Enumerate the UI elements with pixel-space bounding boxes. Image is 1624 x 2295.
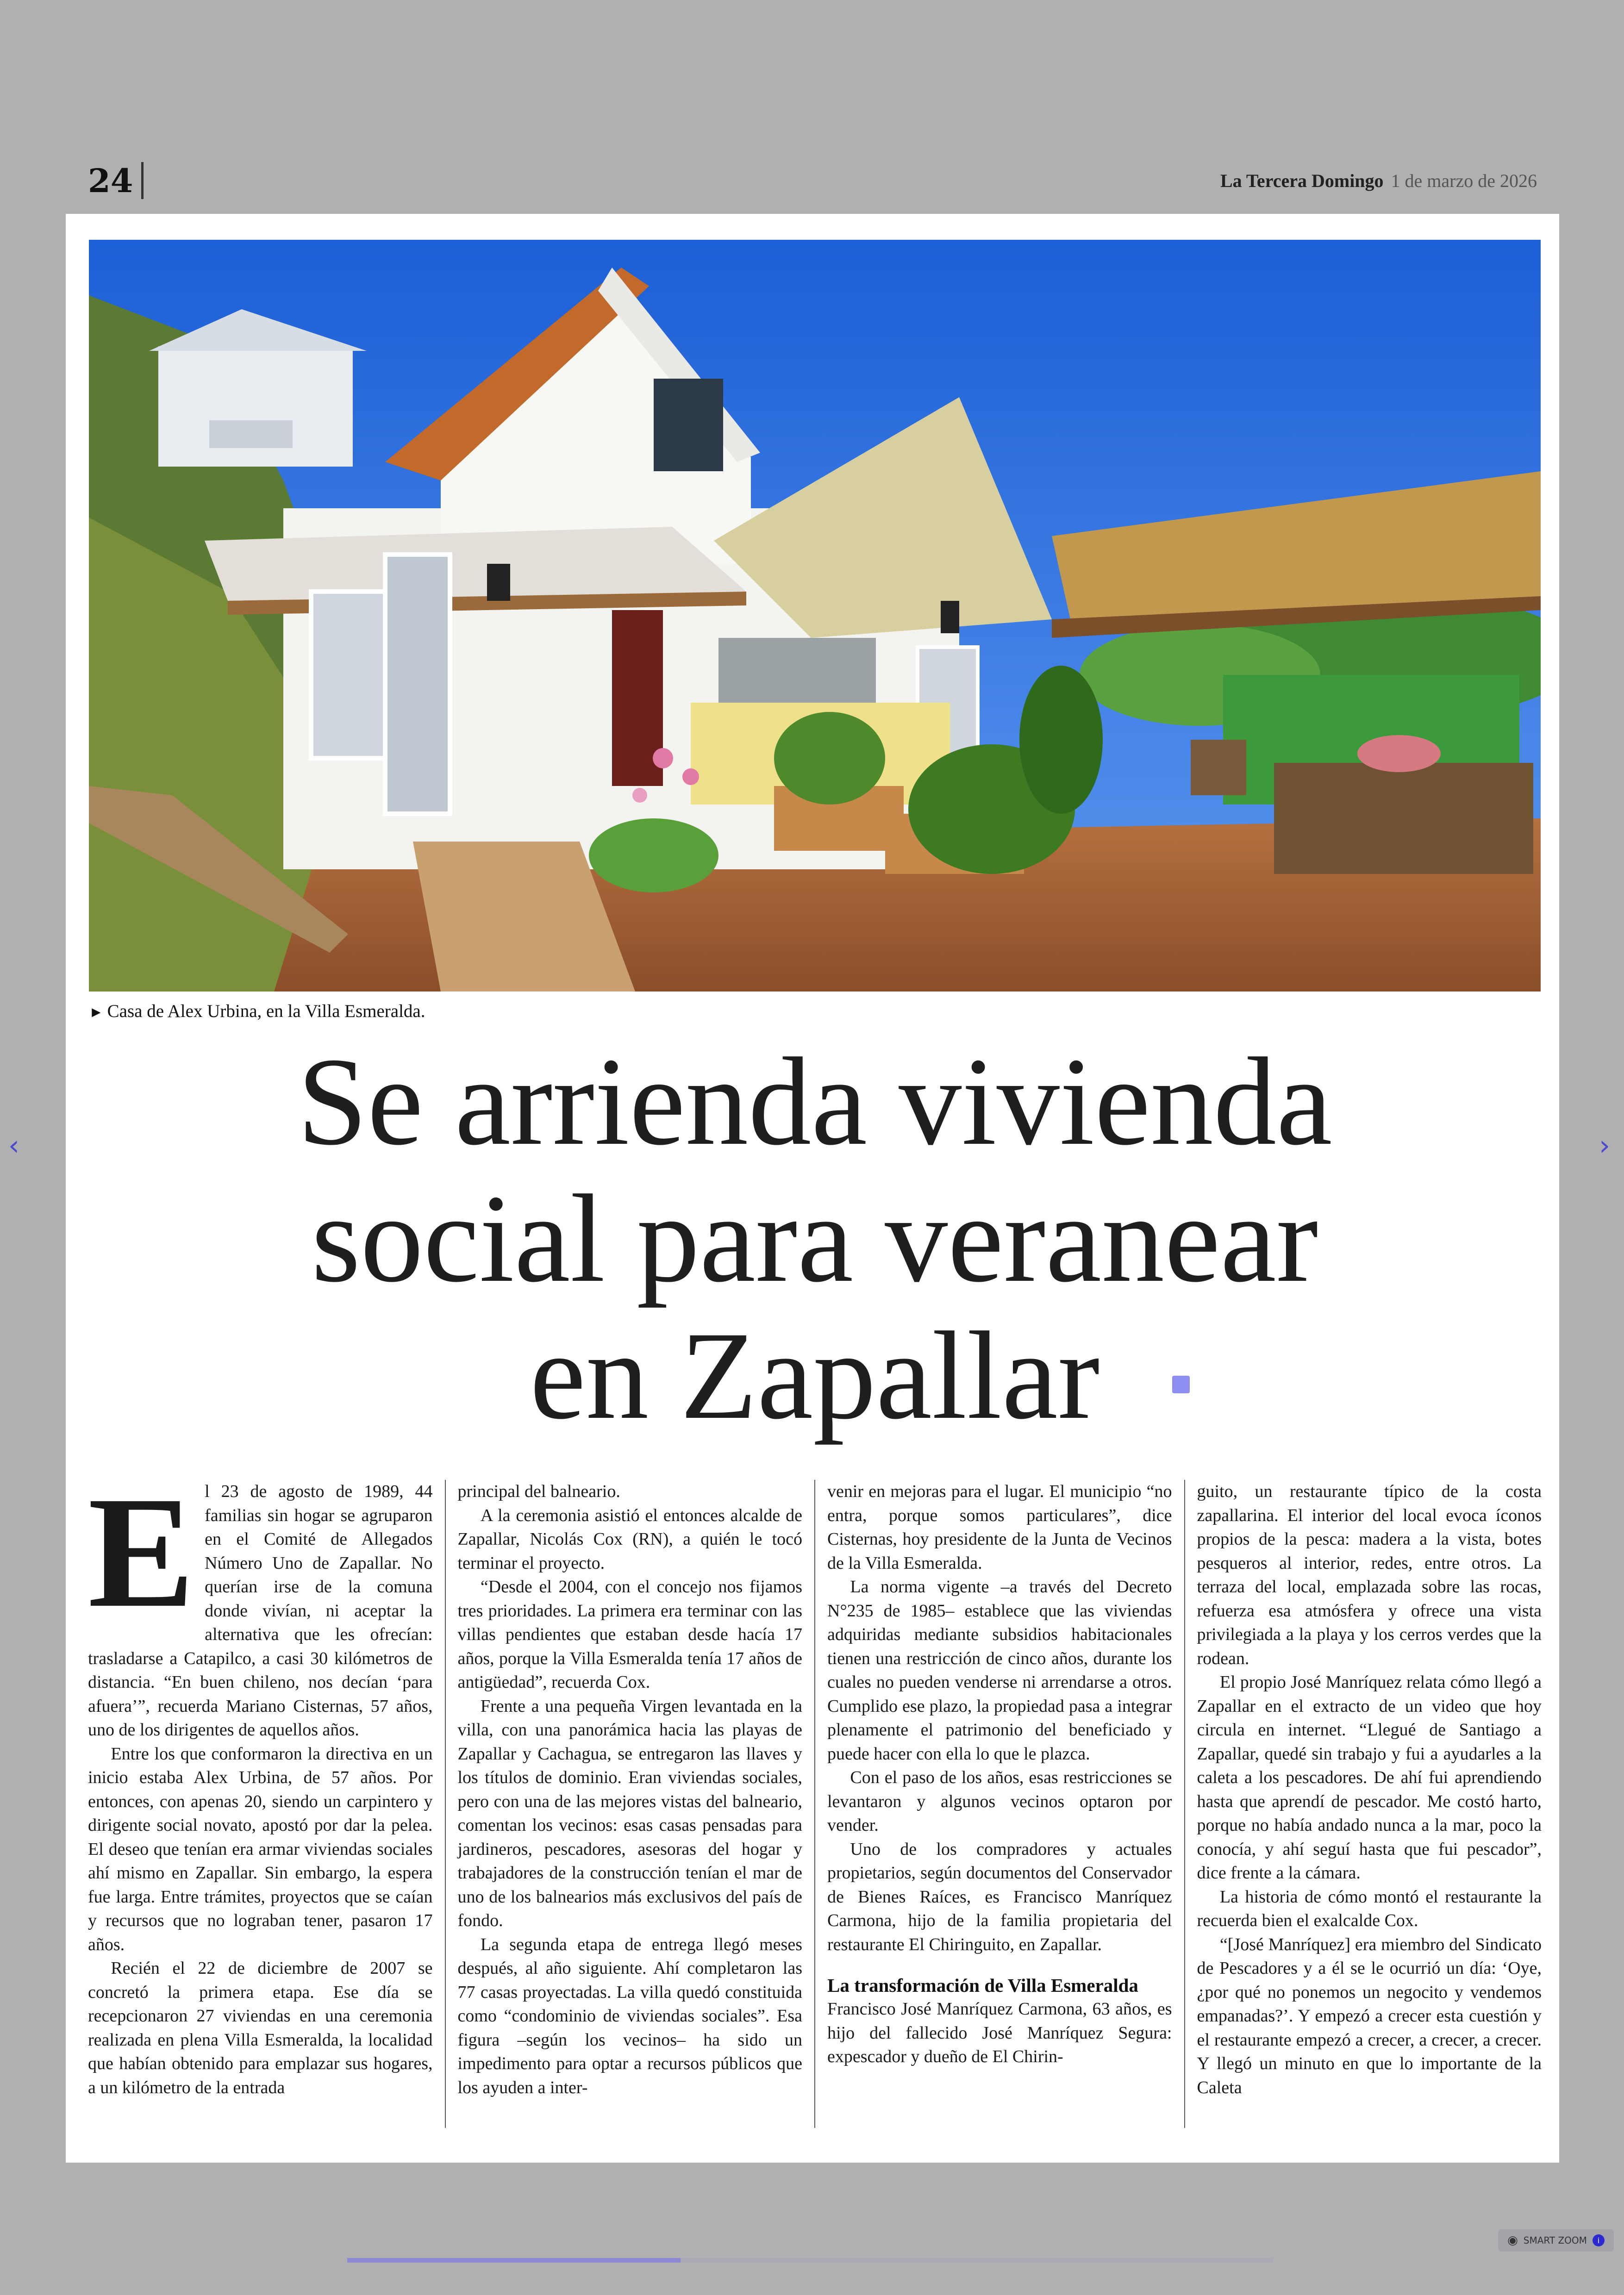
headline-line: Se arrienda vivienda xyxy=(297,1032,1332,1171)
paragraph: venir en mejoras para el lugar. El municipio “no entra, porque somos particulares”, dice Cisternas, hoy presidente de la Junta de Vecinos de la Villa Esmeralda. xyxy=(827,1482,1172,1573)
article-column-3 xyxy=(814,1480,1184,2128)
section-subheading: La transformación de Villa Esmeralda xyxy=(827,1975,1138,1996)
paragraph: La norma vigente –a través del Decreto N°235 de 1985– establece que las viviendas adquiridas mediante subsidios habitacionales tienen una restricción de cinco años, durante los cuales no pueden venderse ni arrendarse a otros. Cumplido ese plazo, la propiedad pasa a integrar plenamente el patrimonio del beneficiado y puede hacer con ella lo que le plazca. xyxy=(827,1577,1172,1764)
issue-date: 1 de marzo de 2026 xyxy=(1391,170,1537,191)
annotation-note-icon[interactable] xyxy=(1172,1376,1190,1393)
paragraph: Recién el 22 de diciembre de 2007 se concretó la primera etapa. Ese día se recepcionaron 27 viviendas en una ceremonia realizada en plena Villa Esmeralda, la localidad que habían obtenido para emplazar sus hogares, a un kilómetro de la entrada xyxy=(88,1958,433,2097)
page-header xyxy=(88,157,1537,204)
page-number-group xyxy=(88,162,144,200)
drop-cap: E xyxy=(88,1480,195,1640)
paragraph: Frente a una pequeña Virgen levantada en la villa, con una panorámica hacia las playas de Zapallar y Cachagua, se entregaron las llaves y los títulos de dominio. Eran viviendas sociales, pero con una de las mejores vistas del balneario, comentan los vecinos: esas casas pensadas para jardineros, pescadores, asesoras del hogar y trabajadores de la construcción tenían el mar de uno de los balnearios más exclusivos del país de fondo. xyxy=(457,1696,802,1930)
paragraph: principal del balneario. xyxy=(457,1482,620,1501)
paragraph: Francisco José Manríquez Carmona, 63 años, es hijo del fallecido José Manríquez Segura: expescador y dueño de El Chirin- xyxy=(827,1999,1172,2066)
caption-text: Casa de Alex Urbina, en la Villa Esmeralda. xyxy=(107,1001,425,1021)
newspaper-name: La Tercera Domingo xyxy=(1220,170,1384,191)
article-column-1 xyxy=(88,1480,445,2128)
previous-page-arrow-icon[interactable]: ‹ xyxy=(8,1129,19,1162)
article-column-4 xyxy=(1184,1480,1542,2128)
page-number: 24 xyxy=(88,161,133,200)
paragraph: La segunda etapa de entrega llegó meses después, al año siguiente. Ahí completaron las 77 casas proyectadas. La villa quedó constituida como “condominio de viviendas sociales”. Esa figura –según los vecinos– ha sido un impedimento para optar a recursos públicos que los ayuden a inter- xyxy=(457,1934,802,2097)
next-page-arrow-icon[interactable]: › xyxy=(1599,1129,1610,1162)
paragraph: Entre los que conformaron la directiva en un inicio estaba Alex Urbina, de 57 años. Por entonces, con apenas 20, siendo un carpintero y dirigente social novato, apostó por dar la pelea. El deseo que tenían era armar viviendas sociales ahí mismo en Zapallar. Sin embargo, la espera fue larga. Entre trámites, proyectos que se caían y recursos que no lograban tener, pasaron 17 años. xyxy=(88,1744,433,1954)
photo-caption xyxy=(89,1001,425,1022)
paragraph: “[José Manríquez] era miembro del Sindicato de Pescadores y a él se le ocurrió un día: ‘Oye, ¿por qué no ponemos un negocito y vendemos empanadas?’. Y empezó a crecer esta cuestión y el restaurante empezó a crecer, a crecer, a crecer. Y llegó un minuto en que lo importante de la Caleta xyxy=(1197,1934,1542,2097)
article-body xyxy=(88,1480,1542,2128)
paragraph: A la ceremonia asistió el entonces alcalde de Zapallar, Nicolás Cox (RN), a quién le tocó terminar el proyecto. xyxy=(457,1505,802,1573)
paragraph: El propio José Manríquez relata cómo llegó a Zapallar en el extracto de un video que hoy circula en internet. “Llegué de Santiago a Zapallar, quedé sin trabajo y fui a ayudarles a la caleta a los pescadores. De ahí fui aprendiendo hasta que aprendí de pescador. Me costó harto, porque no había andado nunca a la mar, poco la conocía, y ahí seguí hasta que fui pescador”, dice frente a la cámara. xyxy=(1197,1672,1542,1883)
article-headline xyxy=(89,1033,1541,1444)
reading-progress-bar[interactable] xyxy=(347,2258,1273,2263)
paragraph: La historia de cómo montó el restaurante la recuerda bien el exalcalde Cox. xyxy=(1197,1887,1542,1930)
masthead xyxy=(1220,170,1537,192)
info-badge-icon: i xyxy=(1593,2234,1605,2246)
reading-progress-fill xyxy=(347,2258,681,2263)
paragraph: “Desde el 2004, con el concejo nos fijamos tres prioridades. La primera era terminar con las villas pendientes que estaban desde hacía 17 años, porque la Villa Esmeralda tenía 17 años de antigüedad”, recuerda Cox. xyxy=(457,1577,802,1692)
house-photo-illustration xyxy=(89,240,1541,992)
headline-line: en Zapallar xyxy=(530,1306,1100,1445)
eye-icon: ◉ xyxy=(1507,2233,1518,2247)
paragraph: l 23 de agosto de 1989, 44 familias sin hogar se agruparon en el Comité de Allegados Número Uno de Zapallar. No querían irse de la comuna donde vivían, ni aceptar la alternativa que les ofrecían: trasladarse a Catapilco, a casi 30 kilómetros de distancia. “En buen chileno, nos decían ‘para afuera’”, recuerda Mariano Cisternas, 57 años, uno de los dirigentes de aquellos años. xyxy=(88,1482,433,1740)
newspaper-page xyxy=(66,214,1559,2163)
smart-zoom-button[interactable] xyxy=(1498,2229,1614,2251)
paragraph: guito, un restaurante típico de la costa zapallarina. El interior del local evoca íconos propios de la pesca: madera a la vista, botes pesqueros al interior, redes, entre otros. La terraza del local, emplazada sobre las rocas, refuerza esa atmósfera y ofrece una vista privilegiada a la playa y los cerros verdes que la rodean. xyxy=(1197,1482,1542,1668)
caption-arrow-icon: ► xyxy=(89,1004,104,1020)
paragraph: Uno de los compradores y actuales propietarios, según documentos del Conservador de Bienes Raíces, es Francisco Manríquez Carmona, hijo de la familia propietaria del restaurante El Chiringuito, en Zapallar. xyxy=(827,1839,1172,1954)
article-column-2 xyxy=(445,1480,815,2128)
paragraph: Con el paso de los años, esas restricciones se levantaron y algunos vecinos optaron por vender. xyxy=(827,1768,1172,1835)
page-number-divider xyxy=(141,162,144,199)
headline-line: social para veranear xyxy=(311,1169,1318,1308)
article-photo xyxy=(89,240,1541,992)
smart-zoom-label: SMART ZOOM xyxy=(1523,2235,1587,2246)
